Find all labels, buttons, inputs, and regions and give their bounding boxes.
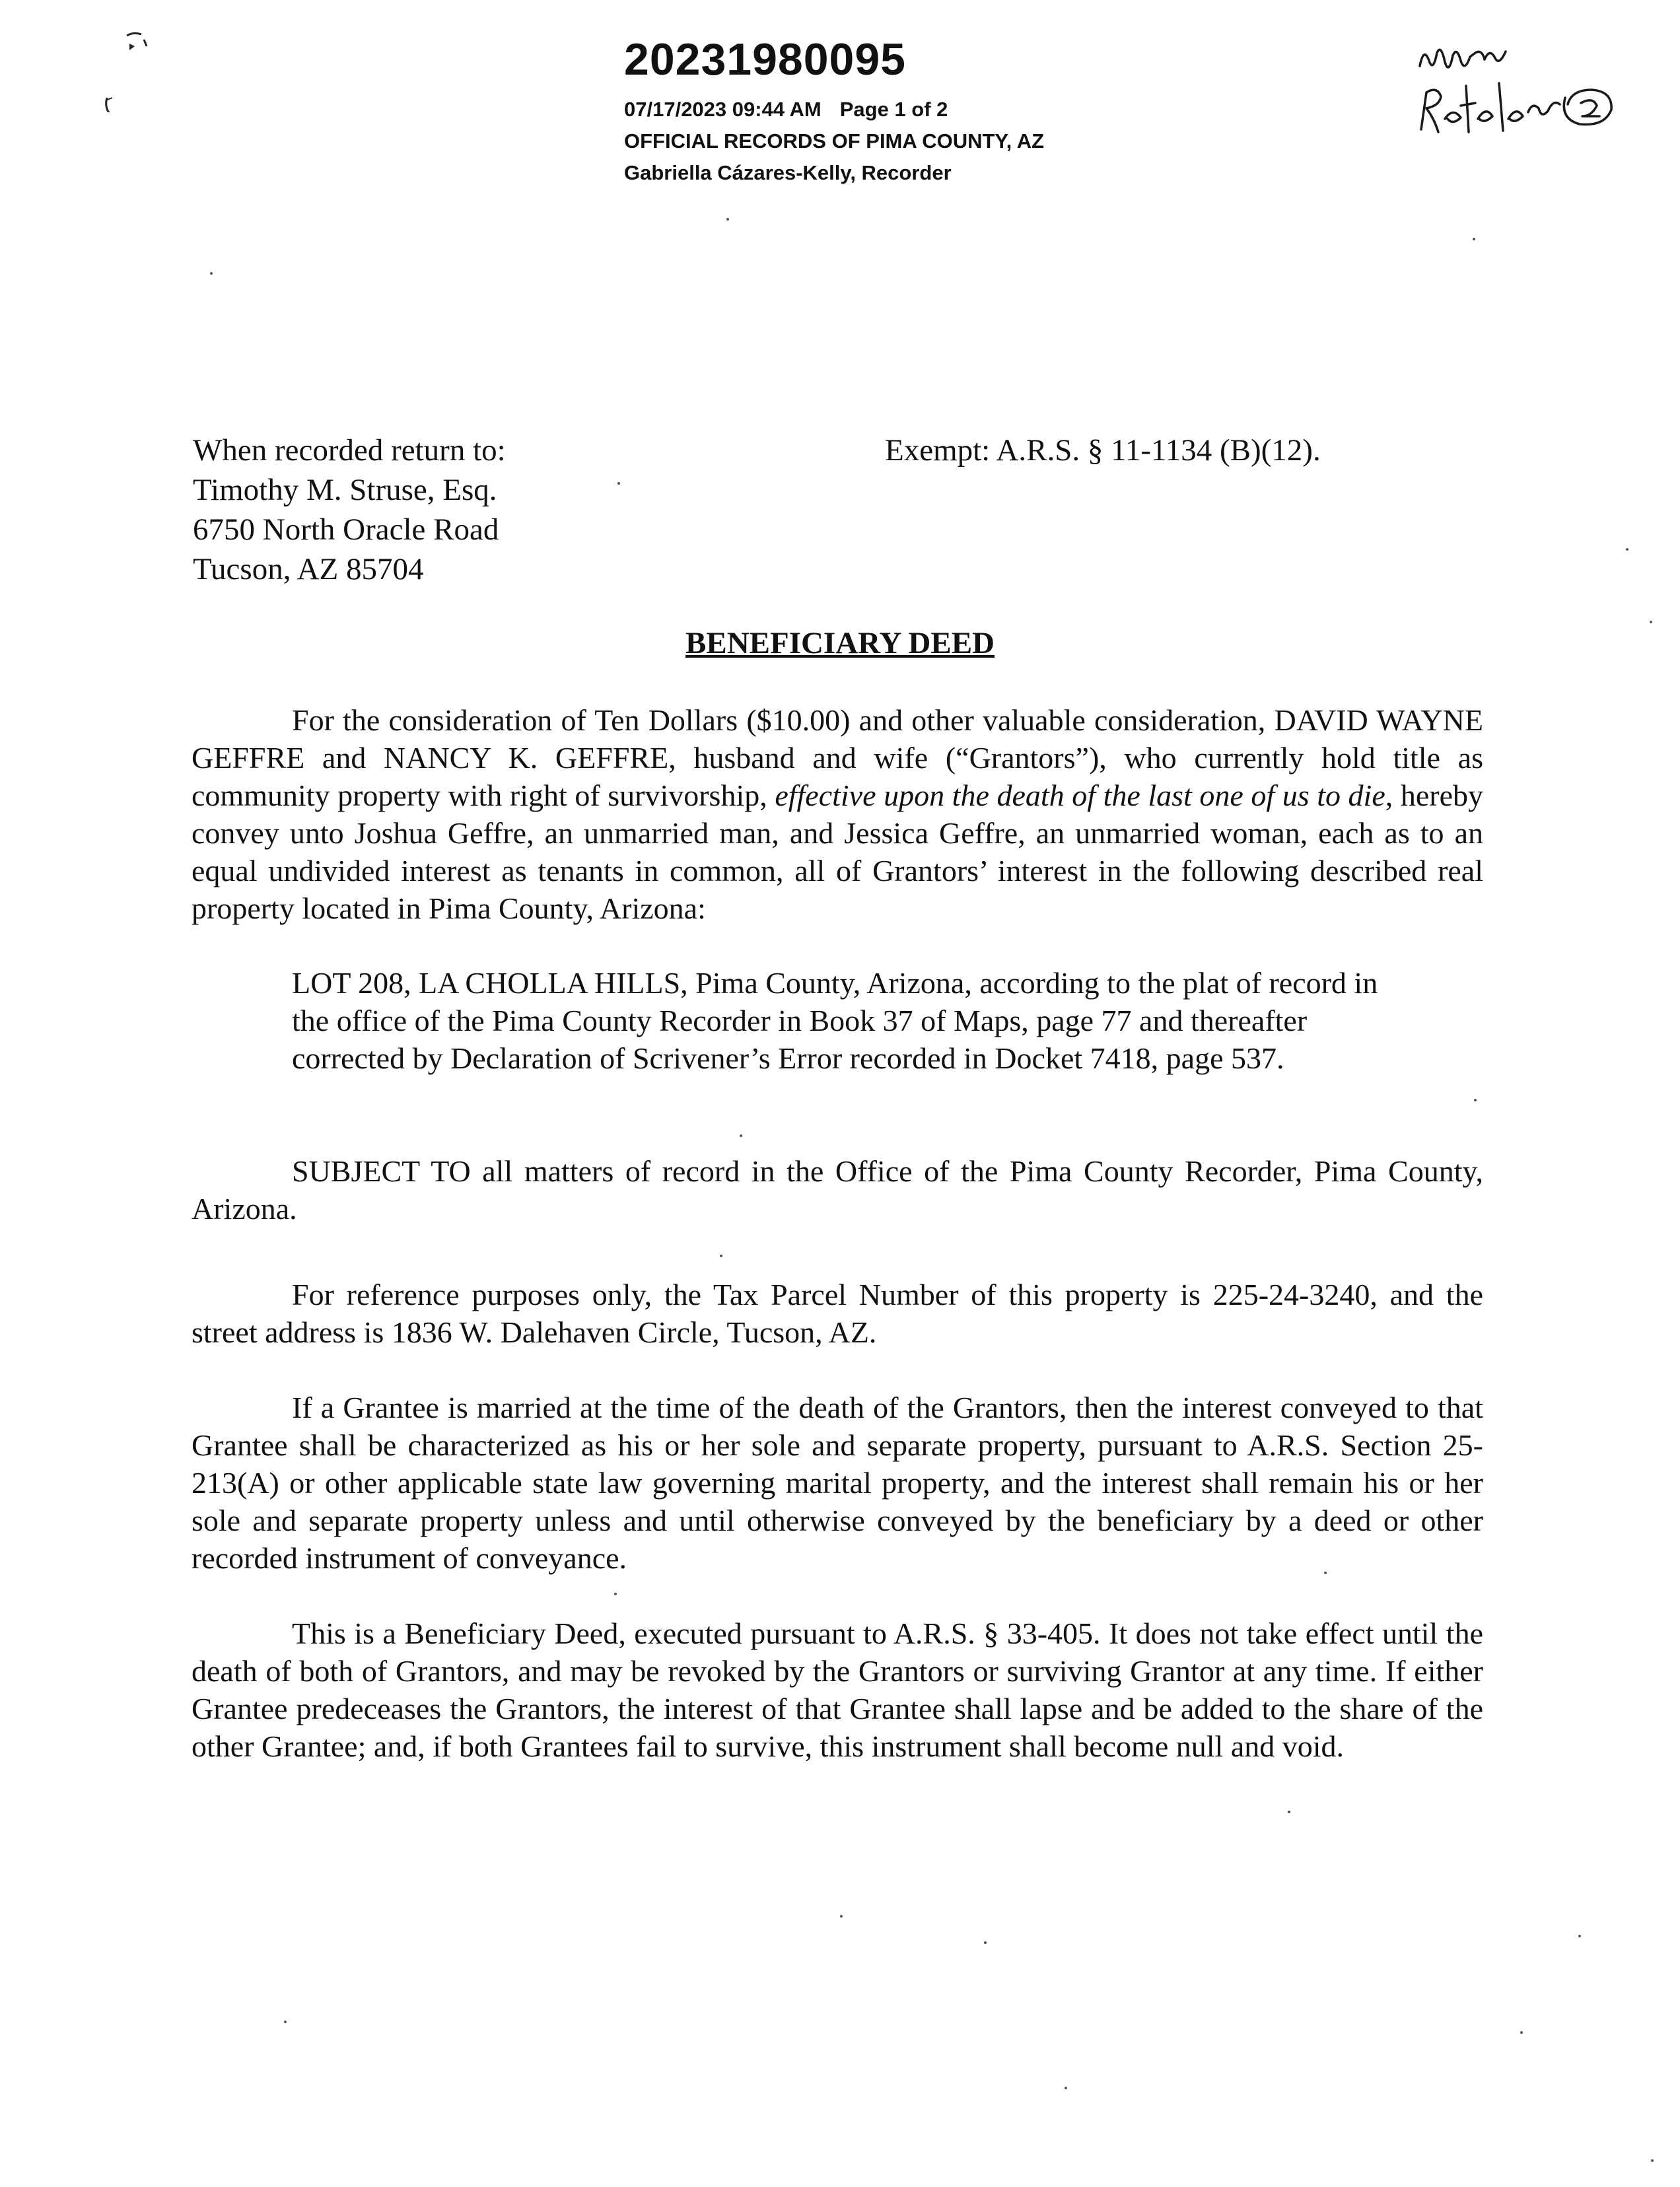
scan-speck [1626,548,1628,551]
recording-recorder: Gabriella Cázares-Kelly, Recorder [624,161,952,184]
grantee-marital-paragraph: If a Grantee is married at the time of the death of the Grantors, then the interest conveyed to that Grantee shall be characterized as his or her sole and separate property, pursuant to A.R.S. Section 25-213(A) or other applicable state law governing marital property, and the interest shall remain his or her sole and separate property unless and until otherwise conveyed by the beneficiary by a deed or other recorded instrument of conveyance. [192,1391,1483,1575]
recording-stamp [624,94,1044,189]
conveyance-text-2: , hereby convey unto Joshua Geffre, an unmarried man, and Jessica Geffre, an unmarried woman, each as to an equal undivided interest as tenants in common, all of Grantors’ interest in the following described real property located in Pima County, Arizona: [192,779,1483,925]
beneficiary-clause-paragraph: This is a Beneficiary Deed, executed pursuant to A.R.S. § 33-405. It does not take effect until the death of both of Grantors, and may be revoked by the Grantors or surviving Grantor at any time. If either Grantee predeceases the Grantors, the interest of that Grantee shall lapse and be added to the share of the other Grantee; and, if both Grantees fail to survive, this instrument shall become null and void. [192,1616,1483,1763]
handwritten-annotation [1407,20,1631,145]
return-name: Timothy M. Struse, Esq. [193,473,497,507]
scan-speck [1473,238,1475,240]
reference-paragraph: For reference purposes only, the Tax Parcel Number of this property is 225-24-3240, and the street address is 1836 W. Dalehaven Circle, Tucson, AZ. [192,1278,1483,1349]
return-city: Tucson, AZ 85704 [193,552,424,586]
scan-speck [840,1915,843,1918]
scan-speck [617,482,620,485]
scan-speck [1650,621,1652,623]
scan-speck [1324,1572,1327,1574]
return-address-block [193,431,506,589]
scan-speck [1651,2159,1654,2162]
subject-to-paragraph: SUBJECT TO all matters of record in the Office of the Pima County Recorder, Pima County, Arizona. [192,1154,1483,1226]
scan-speck [1065,2087,1067,2089]
scan-speck [1474,1099,1477,1101]
scan-speck [284,2021,287,2023]
scan-speck [726,218,729,221]
scan-speck [210,272,213,275]
exemption-citation: Exempt: A.R.S. § 11-1134 (B)(12). [885,433,1321,468]
recording-page-info: Page 1 of 2 [839,98,948,121]
recording-date-line [624,94,1044,125]
return-heading: When recorded return to: [193,433,506,468]
conveyance-effective-clause: effective upon the death of the last one of us to die [775,779,1385,812]
conveyance-text-1: For the consideration of Ten Dollars ($10.00) and other valuable consideration, DAVID WAYNE GEFFRE and NANCY K. GEFFRE, husband and wife (“Grantors”), who currently hold title as community property with right of survivorship, [192,703,1483,812]
scan-speck [740,1134,742,1137]
scan-speck [1288,1811,1290,1813]
scan-speck [614,1593,617,1595]
conveyance-paragraph [192,701,1483,927]
recording-date-time: 07/17/2023 09:44 AM [624,98,822,121]
scan-speck [720,1255,722,1257]
legal-description: LOT 208, LA CHOLLA HILLS, Pima County, Arizona, according to the plat of record in the office of the Pima County Recorder in Book 37 of Maps, page 77 and thereafter corrected by Declaration of Scrivener’s Error recorded in Docket 7418, page 537. [292,966,1378,1075]
document-title: BENEFICIARY DEED [685,626,995,660]
recording-office: OFFICIAL RECORDS OF PIMA COUNTY, AZ [624,129,1045,153]
return-street: 6750 North Oracle Road [193,512,499,547]
scan-speck [1520,2031,1523,2034]
recording-number: 20231980095 [624,34,907,85]
scan-speck [984,1941,987,1944]
margin-scan-marks [86,20,192,112]
scan-speck [1578,1935,1581,1937]
